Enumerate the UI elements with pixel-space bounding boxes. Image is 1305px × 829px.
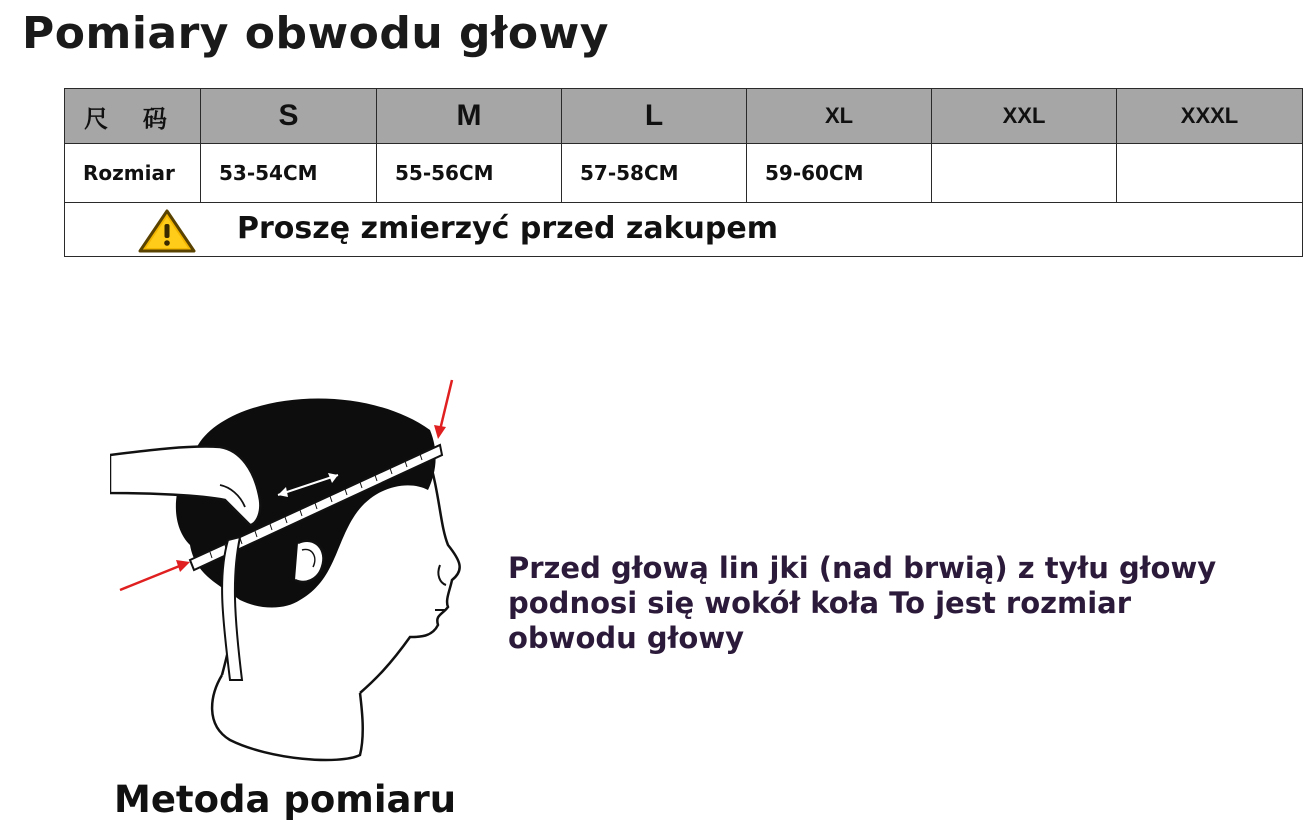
page-title: Pomiary obwodu głowy <box>22 8 609 59</box>
size-header-xxl: XXL <box>932 89 1117 144</box>
size-header-s: S <box>201 89 377 144</box>
table-header-row <box>65 89 1303 144</box>
size-value-xxxl <box>1117 144 1303 203</box>
table-row <box>65 144 1303 203</box>
row-label-cell: Rozmiar <box>65 144 201 203</box>
size-value-xl: 59-60CM <box>747 144 932 203</box>
size-header-xl: XL <box>747 89 932 144</box>
size-header-xxxl: XXXL <box>1117 89 1303 144</box>
size-value-xxl <box>932 144 1117 203</box>
size-header-m: M <box>377 89 562 144</box>
back-arrow <box>440 380 452 430</box>
head-measurement-illustration <box>110 375 490 779</box>
notice-row <box>65 203 1303 257</box>
measurement-method-text: Przed głową lin jki (nad brwią) z tyłu głowy podnosi się wokół koła To jest rozmiar obwodu głowy <box>508 551 1217 655</box>
size-value-m: 55-56CM <box>377 144 562 203</box>
size-chart-table <box>64 88 1303 257</box>
size-header-l: L <box>562 89 747 144</box>
notice-text: Proszę zmierzyć przed zakupem <box>237 211 778 246</box>
shoulder-outline <box>212 675 363 760</box>
notice-cell <box>65 203 1303 257</box>
warning-triangle-icon <box>137 208 197 259</box>
method-caption: Metoda pomiaru <box>114 778 457 821</box>
header-label-cell: 尺 码 <box>65 89 201 144</box>
front-arrow <box>120 565 182 590</box>
size-value-l: 57-58CM <box>562 144 747 203</box>
size-value-s: 53-54CM <box>201 144 377 203</box>
